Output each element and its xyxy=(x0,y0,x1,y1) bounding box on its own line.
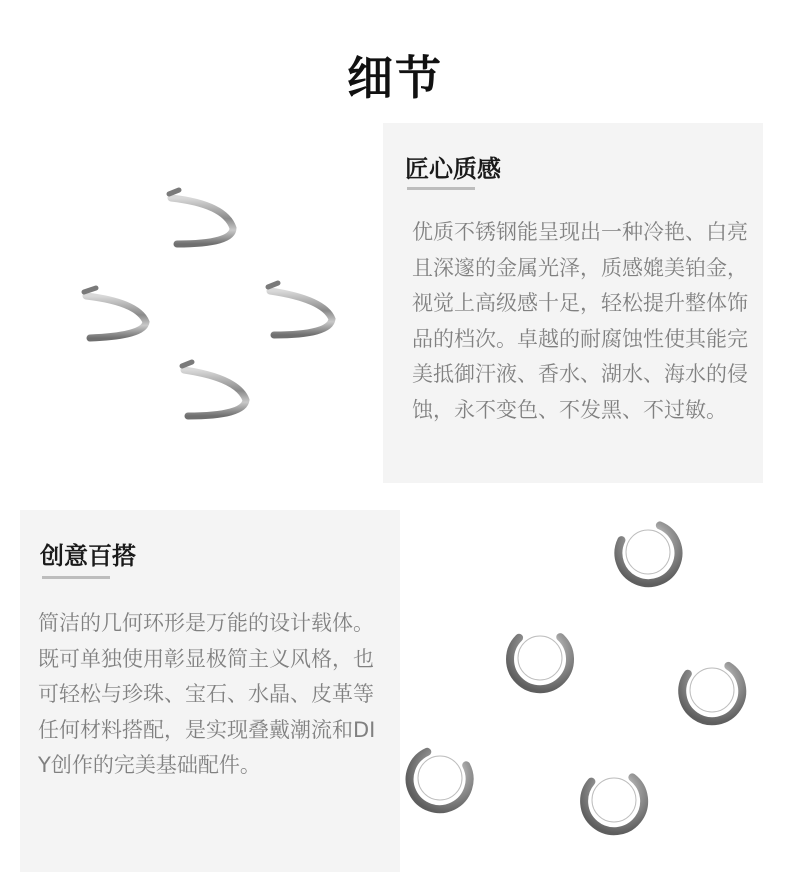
product-image-rings-side xyxy=(70,170,360,440)
creative-heading: 创意百搭 xyxy=(40,542,136,570)
ring-top-2 xyxy=(500,619,581,700)
creative-heading-underline xyxy=(42,576,110,579)
page-title: 细节 xyxy=(347,51,443,105)
rings-top-svg xyxy=(400,510,770,870)
ring-top-4 xyxy=(405,745,474,814)
ring-side-1 xyxy=(169,190,233,244)
quality-heading: 匠心质感 xyxy=(405,155,501,183)
creative-body-text: 简洁的几何环形是万能的设计载体。既可单独使用彰显极简主义风格，也可轻松与珍珠、宝石、水晶、皮革等任何材料搭配，是实现叠戴潮流和DIY创作的完美基础配件。 xyxy=(38,611,376,777)
quality-body-text: 优质不锈钢能呈现出一种冷艳、白亮且深邃的金属光泽，质感媲美铂金，视觉上高级感十足，轻松提升整体饰品的档次。卓越的耐腐蚀性使其能完美抵御汗液、香水、湖水、海水的侵蚀，永不变色、不发黑、不过敏。 xyxy=(412,220,748,422)
product-image-rings-top xyxy=(400,510,770,870)
rings-side-svg xyxy=(70,170,360,440)
quality-panel xyxy=(383,123,763,483)
ring-top-5 xyxy=(573,760,656,843)
ring-side-4 xyxy=(182,362,246,416)
ring-top-3 xyxy=(671,650,755,734)
ring-side-3 xyxy=(268,283,332,335)
quality-heading-underline xyxy=(407,187,475,190)
creative-panel xyxy=(20,510,400,872)
ring-top-1 xyxy=(607,511,691,595)
ring-side-2 xyxy=(84,288,146,338)
